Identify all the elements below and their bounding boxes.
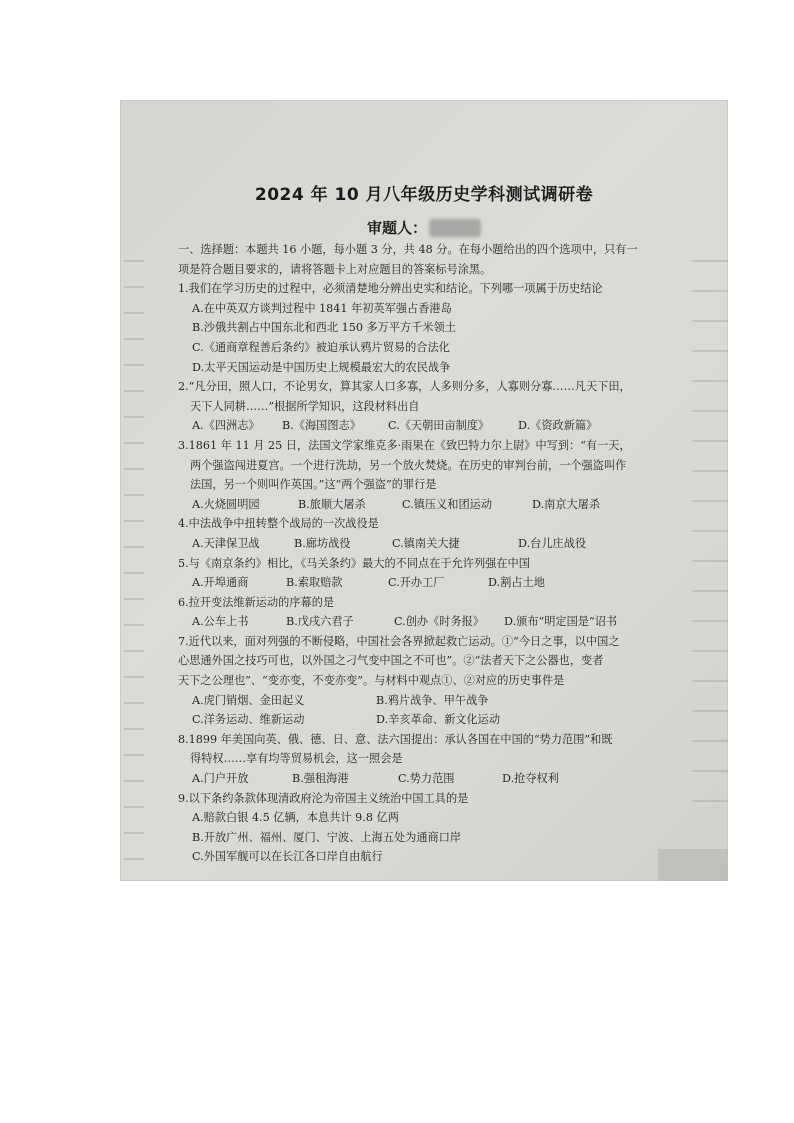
q7-stem: 心思通外国之技巧可也，以外国之刁气变中国之不可也”。②“法者天下之公器也，变者 bbox=[178, 654, 604, 668]
q6-options bbox=[178, 612, 696, 632]
q1-option-a: A.在中英双方谈判过程中 1841 年初英军强占香港岛 bbox=[192, 301, 452, 315]
q4-stem: 4.中法战争中扭转整个战局的一次战役是 bbox=[178, 517, 379, 531]
q8-option-c: C.势力范围 bbox=[398, 772, 455, 786]
q8-stem: 得特权……享有均等贸易机会，这一照会是 bbox=[190, 752, 403, 766]
q2-options bbox=[178, 416, 696, 436]
q5-option-d: D.割占土地 bbox=[488, 576, 545, 590]
q3-option-b: B.旅顺大屠杀 bbox=[298, 497, 366, 511]
q4-option-d: D.台儿庄战役 bbox=[518, 536, 587, 550]
q6-option-b: B.戊戌六君子 bbox=[286, 615, 354, 629]
q4-option-a: A.天津保卫战 bbox=[192, 536, 260, 550]
q3-options bbox=[178, 495, 696, 515]
q7-stem: 7.近代以来，面对列强的不断侵略，中国社会各界掀起救亡运动。①“今日之事，以中国之 bbox=[178, 634, 620, 648]
q2-stem: 天下人同耕……”根据所学知识，这段材料出自 bbox=[190, 399, 420, 413]
q7-option-d: D.辛亥革命、新文化运动 bbox=[376, 713, 501, 727]
scanned-exam-photo bbox=[120, 100, 728, 881]
bleed-through-left bbox=[124, 260, 144, 860]
q2-stem: 2.“凡分田，照人口，不论男女，算其家人口多寡，人多则分多，人寡则分寡……凡天下田， bbox=[178, 380, 631, 394]
q6-option-a: A.公车上书 bbox=[192, 615, 249, 629]
q9-option-b: B.开放广州、福州、厦门、宁波、上海五处为通商口岸 bbox=[192, 830, 462, 844]
q4-option-b: B.廊坊战役 bbox=[294, 536, 351, 550]
q6-stem: 6.拉开变法维新运动的序幕的是 bbox=[178, 595, 335, 609]
q3-option-c: C.镇压义和团运动 bbox=[402, 497, 493, 511]
q5-options bbox=[178, 573, 696, 593]
q8-stem: 8.1899 年美国向英、俄、德、日、意、法六国提出：承认各国在中国的“势力范围”和既 bbox=[178, 732, 613, 746]
q7-option-c: C.洋务运动、维新运动 bbox=[192, 713, 305, 727]
q1-stem: 1.我们在学习历史的过程中，必须清楚地分辨出史实和结论。下列哪一项属于历史结论 bbox=[178, 282, 603, 296]
q4-options bbox=[178, 534, 696, 554]
q2-option-b: B.《海国图志》 bbox=[282, 419, 361, 433]
q7-stem: 天下之公理也”、“变亦变，不变亦变”。与材料中观点①、②对应的历史事件是 bbox=[178, 674, 565, 688]
q3-stem: 两个强盗闯进夏宫。一个进行洗劫，另一个放火焚烧。在历史的审判台前，一个强盗叫作 bbox=[190, 458, 627, 472]
q7-options bbox=[178, 710, 696, 730]
section-heading-line: 项是符合题目要求的，请将答题卡上对应题目的答案标号涂黑。 bbox=[178, 262, 492, 276]
q9-option-a: A.赔款白银 4.5 亿辆，本息共计 9.8 亿两 bbox=[192, 811, 399, 825]
q5-option-a: A.开埠通商 bbox=[192, 576, 249, 590]
q3-option-d: D.南京大屠杀 bbox=[532, 497, 601, 511]
q3-stem: 法国，另一个则叫作英国。”这“两个强盗”的罪行是 bbox=[190, 478, 437, 492]
q8-option-d: D.抢夺权利 bbox=[502, 772, 559, 786]
bleed-through-right bbox=[692, 260, 728, 820]
q3-option-a: A.火烧圆明园 bbox=[192, 497, 260, 511]
q8-options bbox=[178, 769, 696, 789]
q4-option-c: C.镇南关大捷 bbox=[392, 536, 460, 550]
q8-option-b: B.强租海港 bbox=[292, 772, 349, 786]
redacted-name bbox=[429, 219, 481, 237]
q1-option-c: C.《通商章程善后条约》被迫承认鸦片贸易的合法化 bbox=[192, 340, 450, 354]
q5-option-b: B.索取赔款 bbox=[286, 576, 343, 590]
q5-option-c: C.开办工厂 bbox=[388, 576, 445, 590]
q8-option-a: A.门户开放 bbox=[192, 772, 249, 786]
q7-option-b: B.鸦片战争、甲午战争 bbox=[376, 693, 489, 707]
exam-title: 2024 年 10 月八年级历史学科测试调研卷 bbox=[254, 185, 594, 205]
q2-option-d: D.《资政新篇》 bbox=[518, 419, 598, 433]
q5-stem: 5.与《南京条约》相比，《马关条约》最大的不同点在于允许列强在中国 bbox=[178, 556, 530, 570]
q3-stem: 3.1861 年 11 月 25 日，法国文学家维克多·雨果在《致巴特力尔上尉》中写到：“有一天， bbox=[178, 438, 631, 452]
q1-option-d: D.太平天国运动是中国历史上规模最宏大的农民战争 bbox=[192, 360, 451, 374]
q1-option-b: B.沙俄共割占中国东北和西北 150 多万平方千米领土 bbox=[192, 321, 456, 335]
q7-options bbox=[178, 691, 696, 711]
reviewer-line bbox=[120, 217, 728, 238]
q2-option-a: A.《四洲志》 bbox=[192, 419, 260, 433]
q6-option-c: C.创办《时务报》 bbox=[394, 615, 485, 629]
question-content bbox=[178, 240, 696, 867]
q6-option-d: D.颁布“明定国是”诏书 bbox=[504, 615, 618, 629]
q2-option-c: C.《天朝田亩制度》 bbox=[388, 419, 490, 433]
q9-option-c: C.外国军舰可以在长江各口岸自由航行 bbox=[192, 850, 383, 864]
q9-stem: 9.以下条约条款体现清政府沦为帝国主义统治中国工具的是 bbox=[178, 791, 469, 805]
q7-option-a: A.虎门销烟、金田起义 bbox=[192, 693, 305, 707]
section-heading-line: 一、选择题：本题共 16 小题，每小题 3 分，共 48 分。在每小题给出的四个选项中，只有一 bbox=[178, 243, 638, 256]
reviewer-label: 审题人： bbox=[366, 219, 427, 237]
